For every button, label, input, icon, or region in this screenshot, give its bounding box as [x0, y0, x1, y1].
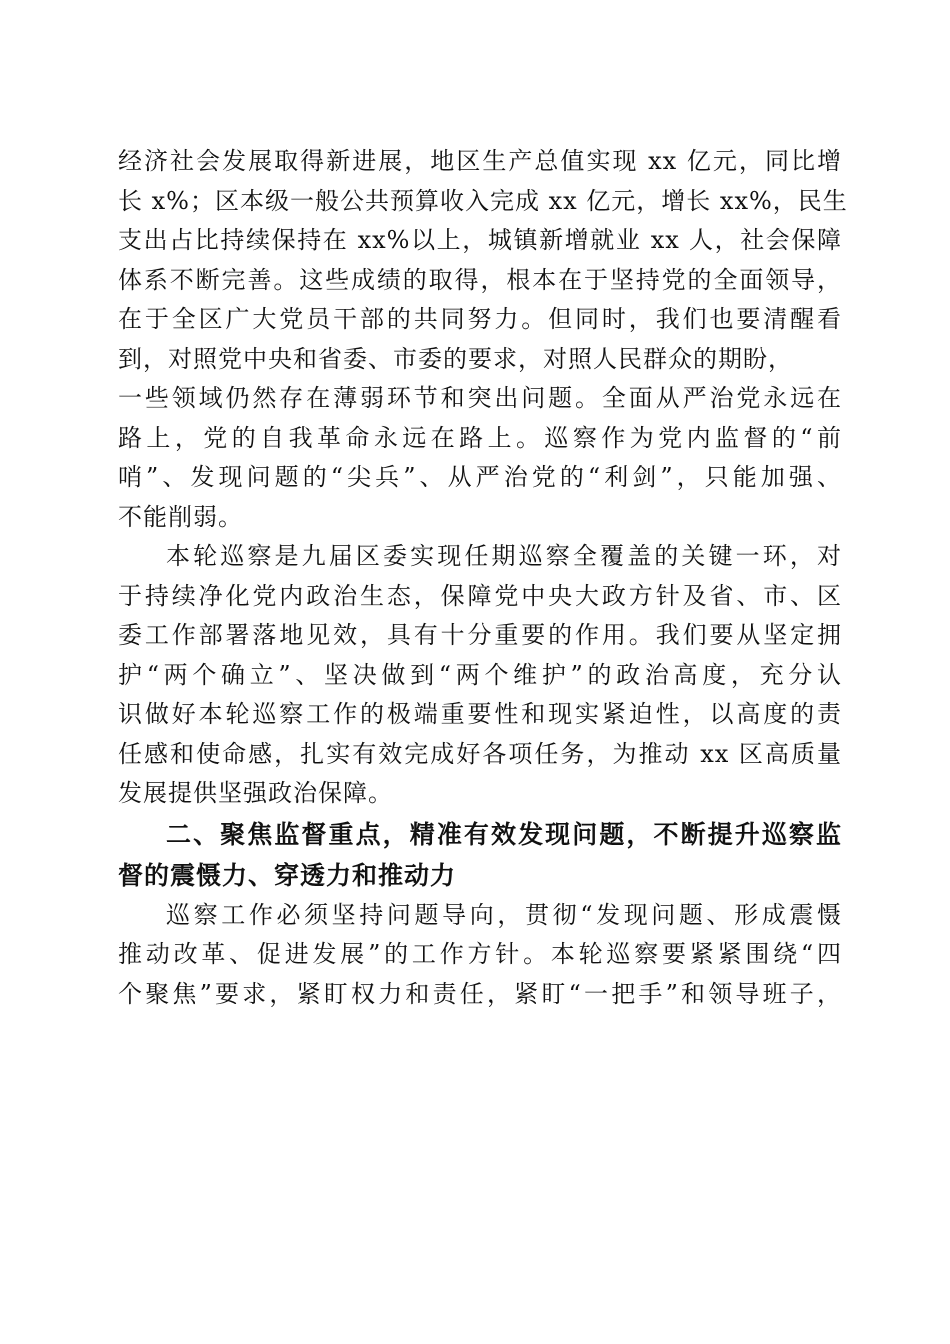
text-line: 个聚焦”要求，紧盯权力和责任，紧盯“一把手”和领导班子，: [118, 979, 842, 1008]
text-line: 支出占比持续保持在 xx%以上，城镇新增就业 xx 人，社会保障: [118, 226, 842, 254]
text-line: 路上，党的自我革命永远在路上。巡察作为党内监督的“前: [118, 423, 842, 452]
text-line: 巡察工作必须坚持问题导向，贯彻“发现问题、形成震慑: [166, 900, 842, 929]
text-line: 委工作部署落地见效，具有十分重要的作用。我们要从坚定拥: [118, 621, 842, 649]
text-line: 在于全区广大党员干部的共同努力。但同时，我们也要清醒看: [118, 305, 842, 333]
text-line: 推动改革、促进发展”的工作方针。本轮巡察要紧紧围绕“四: [118, 940, 842, 968]
paragraph-economic-achievements: [118, 142, 848, 537]
text-line: 一些领域仍然存在薄弱环节和突出问题。全面从严治党永远在: [118, 384, 842, 412]
text-line: 本轮巡察是九届区委实现任期巡察全覆盖的关键一环，对: [166, 542, 842, 570]
text-line: 长 x%；区本级一般公共预算收入完成 xx 亿元，增长 xx%，民生: [118, 186, 848, 215]
section-heading: [118, 814, 842, 896]
document-page: [118, 142, 848, 1014]
heading-line: 督的震慑力、穿透力和推动力: [118, 860, 457, 890]
text-line: 不能削弱。: [118, 502, 243, 531]
text-line: 体系不断完善。这些成绩的取得，根本在于坚持党的全面领导，: [118, 265, 842, 294]
text-line: 到，对照党中央和省委、市委的要求，对照人民群众的期盼，: [118, 344, 793, 373]
text-line: 于持续净化党内政治生态，保障党中央大政方针及省、市、区: [118, 581, 842, 610]
text-line: 哨”、发现问题的“尖兵”、从严治党的“利剑”，只能加强、: [118, 463, 842, 491]
paragraph-inspection-significance: [118, 537, 842, 814]
paragraph-problem-orientation: [118, 896, 842, 1015]
text-line: 发展提供坚强政治保障。: [118, 779, 393, 807]
text-line: 经济社会发展取得新进展，地区生产总值实现 xx 亿元，同比增: [118, 147, 842, 175]
text-line: 识做好本轮巡察工作的极端重要性和现实紧迫性，以高度的责: [118, 700, 842, 728]
heading-line: 二、聚焦监督重点，精准有效发现问题，不断提升巡察监: [166, 819, 842, 849]
text-line: 任感和使命感，扎实有效完成好各项任务，为推动 xx 区高质量: [118, 739, 842, 768]
text-line: 护“两个确立”、坚决做到“两个维护”的政治高度，充分认: [118, 660, 842, 689]
